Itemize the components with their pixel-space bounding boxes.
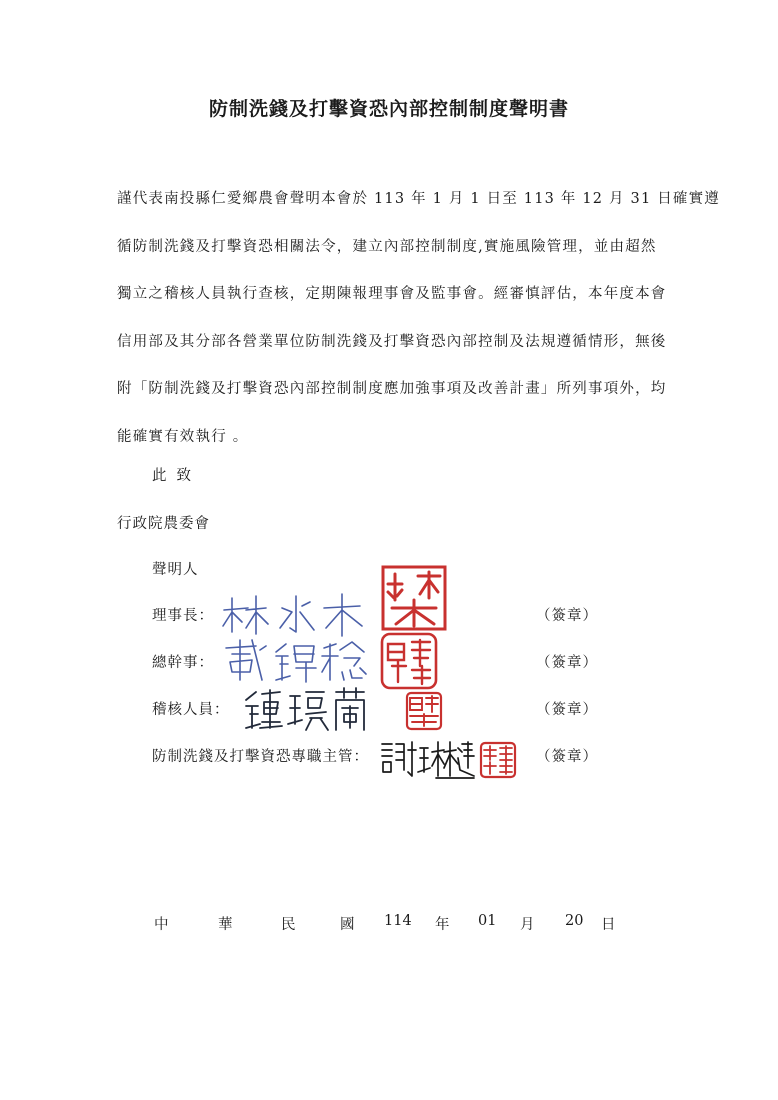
body-line: 獨立之稽核人員執行查核，定期陳報理事會及監事會。經審慎評估，本年度本會 [117,286,667,302]
auditor-sign-mark: （簽章） [536,702,598,718]
body-line: 能確實有效執行 。 [117,428,249,445]
auditor-seal [404,690,444,732]
chairman-seal [380,564,448,632]
date-era-char: 中 [154,917,169,933]
aml-officer-seal [478,740,518,780]
date-year: 114 [384,913,412,929]
general-manager-handwritten-signature [220,636,370,686]
aml-officer-label: 防制洗錢及打擊資恐專職主管： [152,749,369,765]
recipient: 行政院農委會 [117,516,210,532]
date-era-char: 國 [340,917,355,933]
document-title: 防制洗錢及打擊資恐內部控制制度聲明書 [208,98,569,120]
general-manager-seal [378,630,440,692]
date-era-char: 民 [281,917,296,933]
statement-body [117,176,721,461]
aml-officer-sign-mark: （簽章） [536,749,598,765]
closing-phrase: 此致 [152,468,201,484]
general-manager-sign-mark: （簽章） [536,655,598,671]
auditor-label: 稽核人員： [152,702,230,718]
date-era-char: 華 [218,917,233,933]
general-manager-label: 總幹事： [152,655,214,671]
body-line: 附「防制洗錢及打擊資恐內部控制制度應加強事項及改善計畫」所列事項外，均 [117,381,667,397]
chairman-label: 理事長： [152,608,214,624]
date-year-unit: 年 [435,917,450,933]
auditor-handwritten-signature [240,684,370,734]
date-day-unit: 日 [601,917,616,933]
aml-officer-handwritten-signature [378,736,476,782]
body-line: 謹代表南投縣仁愛鄉農會聲明本會於 113 年 1 月 1 日至 113 年 12 月 31 日確實遵 [117,191,721,207]
declarant-label: 聲明人 [152,562,199,578]
date-month-unit: 月 [520,917,535,933]
date-month: 01 [478,913,497,929]
date-day: 20 [565,913,584,929]
body-line: 循防制洗錢及打擊資恐相關法令，建立內部控制制度,實施風險管理，並由超然 [117,238,657,255]
chairman-handwritten-signature [218,590,368,638]
chairman-sign-mark: （簽章） [536,608,598,624]
body-line: 信用部及其分部各營業單位防制洗錢及打擊資恐內部控制及法規遵循情形，無後 [117,333,667,350]
